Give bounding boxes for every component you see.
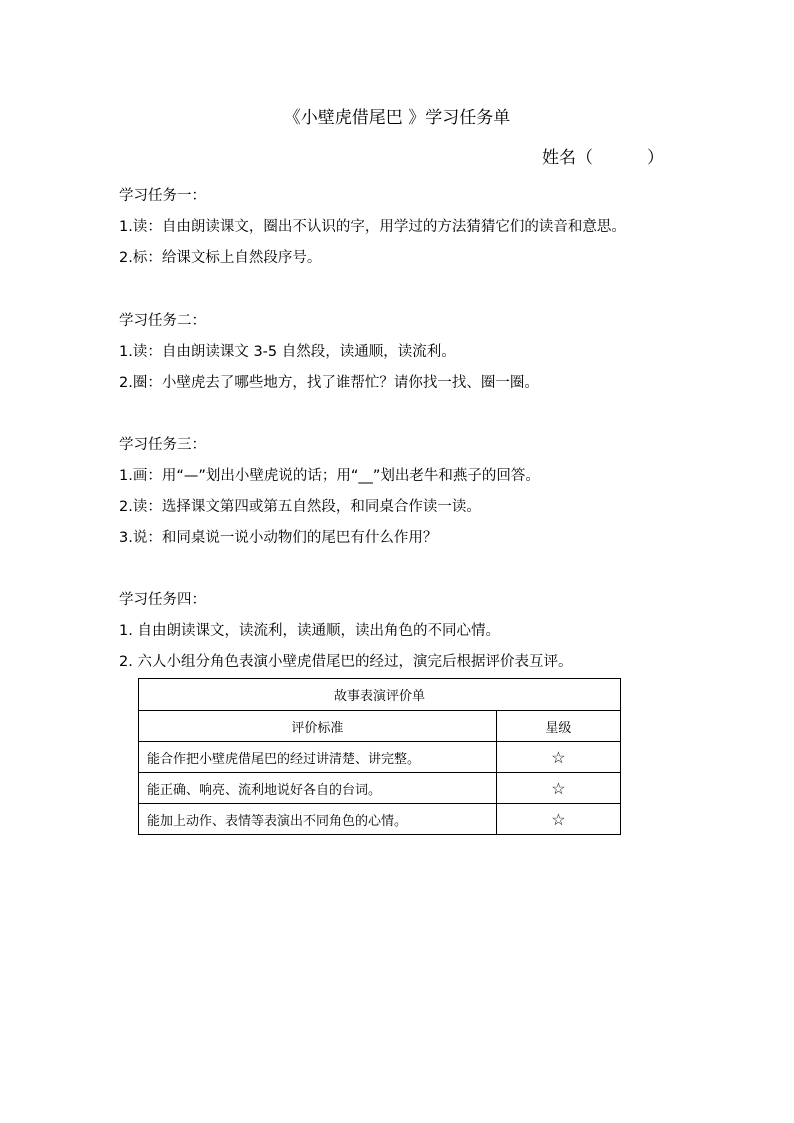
task-item: 2.读：选择课文第四或第五自然段，和同桌合作读一读。 (119, 499, 481, 515)
task-item: 1.读：自由朗读课文 3-5 自然段，读通顺，读流利。 (119, 344, 456, 360)
criterion-cell: 能加上动作、表情等表演出不同角色的心情。 (139, 804, 497, 835)
table-row (139, 804, 621, 835)
task-item: 1.画：用“—”划出小壁虎说的话；用“__”划出老牛和燕子的回答。 (119, 468, 540, 484)
star-rating-icon[interactable]: ☆ (496, 742, 620, 773)
task-item: 1.读：自由朗读课文，圈出不认识的字，用学过的方法猜猜它们的读音和意思。 (119, 219, 626, 235)
table-caption-row (139, 679, 621, 711)
table-header-row (139, 711, 621, 742)
star-rating-icon[interactable]: ☆ (496, 773, 620, 804)
name-field[interactable]: 姓名（ ） (542, 148, 665, 168)
column-header-criteria: 评价标准 (139, 711, 497, 742)
task-item: 2.标：给课文标上自然段序号。 (119, 250, 322, 266)
task-item: 2.圈：小壁虎去了哪些地方，找了谁帮忙？请你找一找、圈一圈。 (119, 375, 539, 391)
task-item: 2. 六人小组分角色表演小壁虎借尾巴的经过，演完后根据评价表互评。 (119, 654, 573, 670)
criterion-cell: 能正确、响亮、流利地说好各自的台词。 (139, 773, 497, 804)
table-caption: 故事表演评价单 (139, 679, 621, 711)
task-heading: 学习任务四： (119, 592, 206, 608)
criterion-cell: 能合作把小壁虎借尾巴的经过讲清楚、讲完整。 (139, 742, 497, 773)
table-row (139, 773, 621, 804)
task-item: 3.说：和同桌说一说小动物们的尾巴有什么作用？ (119, 530, 438, 546)
evaluation-table (138, 678, 621, 835)
page-title: 《小壁虎借尾巴 》学习任务单 (283, 108, 511, 128)
table-row (139, 742, 621, 773)
task-heading: 学习任务一： (119, 188, 206, 204)
column-header-rating: 星级 (496, 711, 620, 742)
star-rating-icon[interactable]: ☆ (496, 804, 620, 835)
task-heading: 学习任务二： (119, 313, 206, 329)
task-heading: 学习任务三： (119, 437, 206, 453)
task-item: 1. 自由朗读课文，读流利，读通顺，读出角色的不同心情。 (119, 623, 500, 639)
